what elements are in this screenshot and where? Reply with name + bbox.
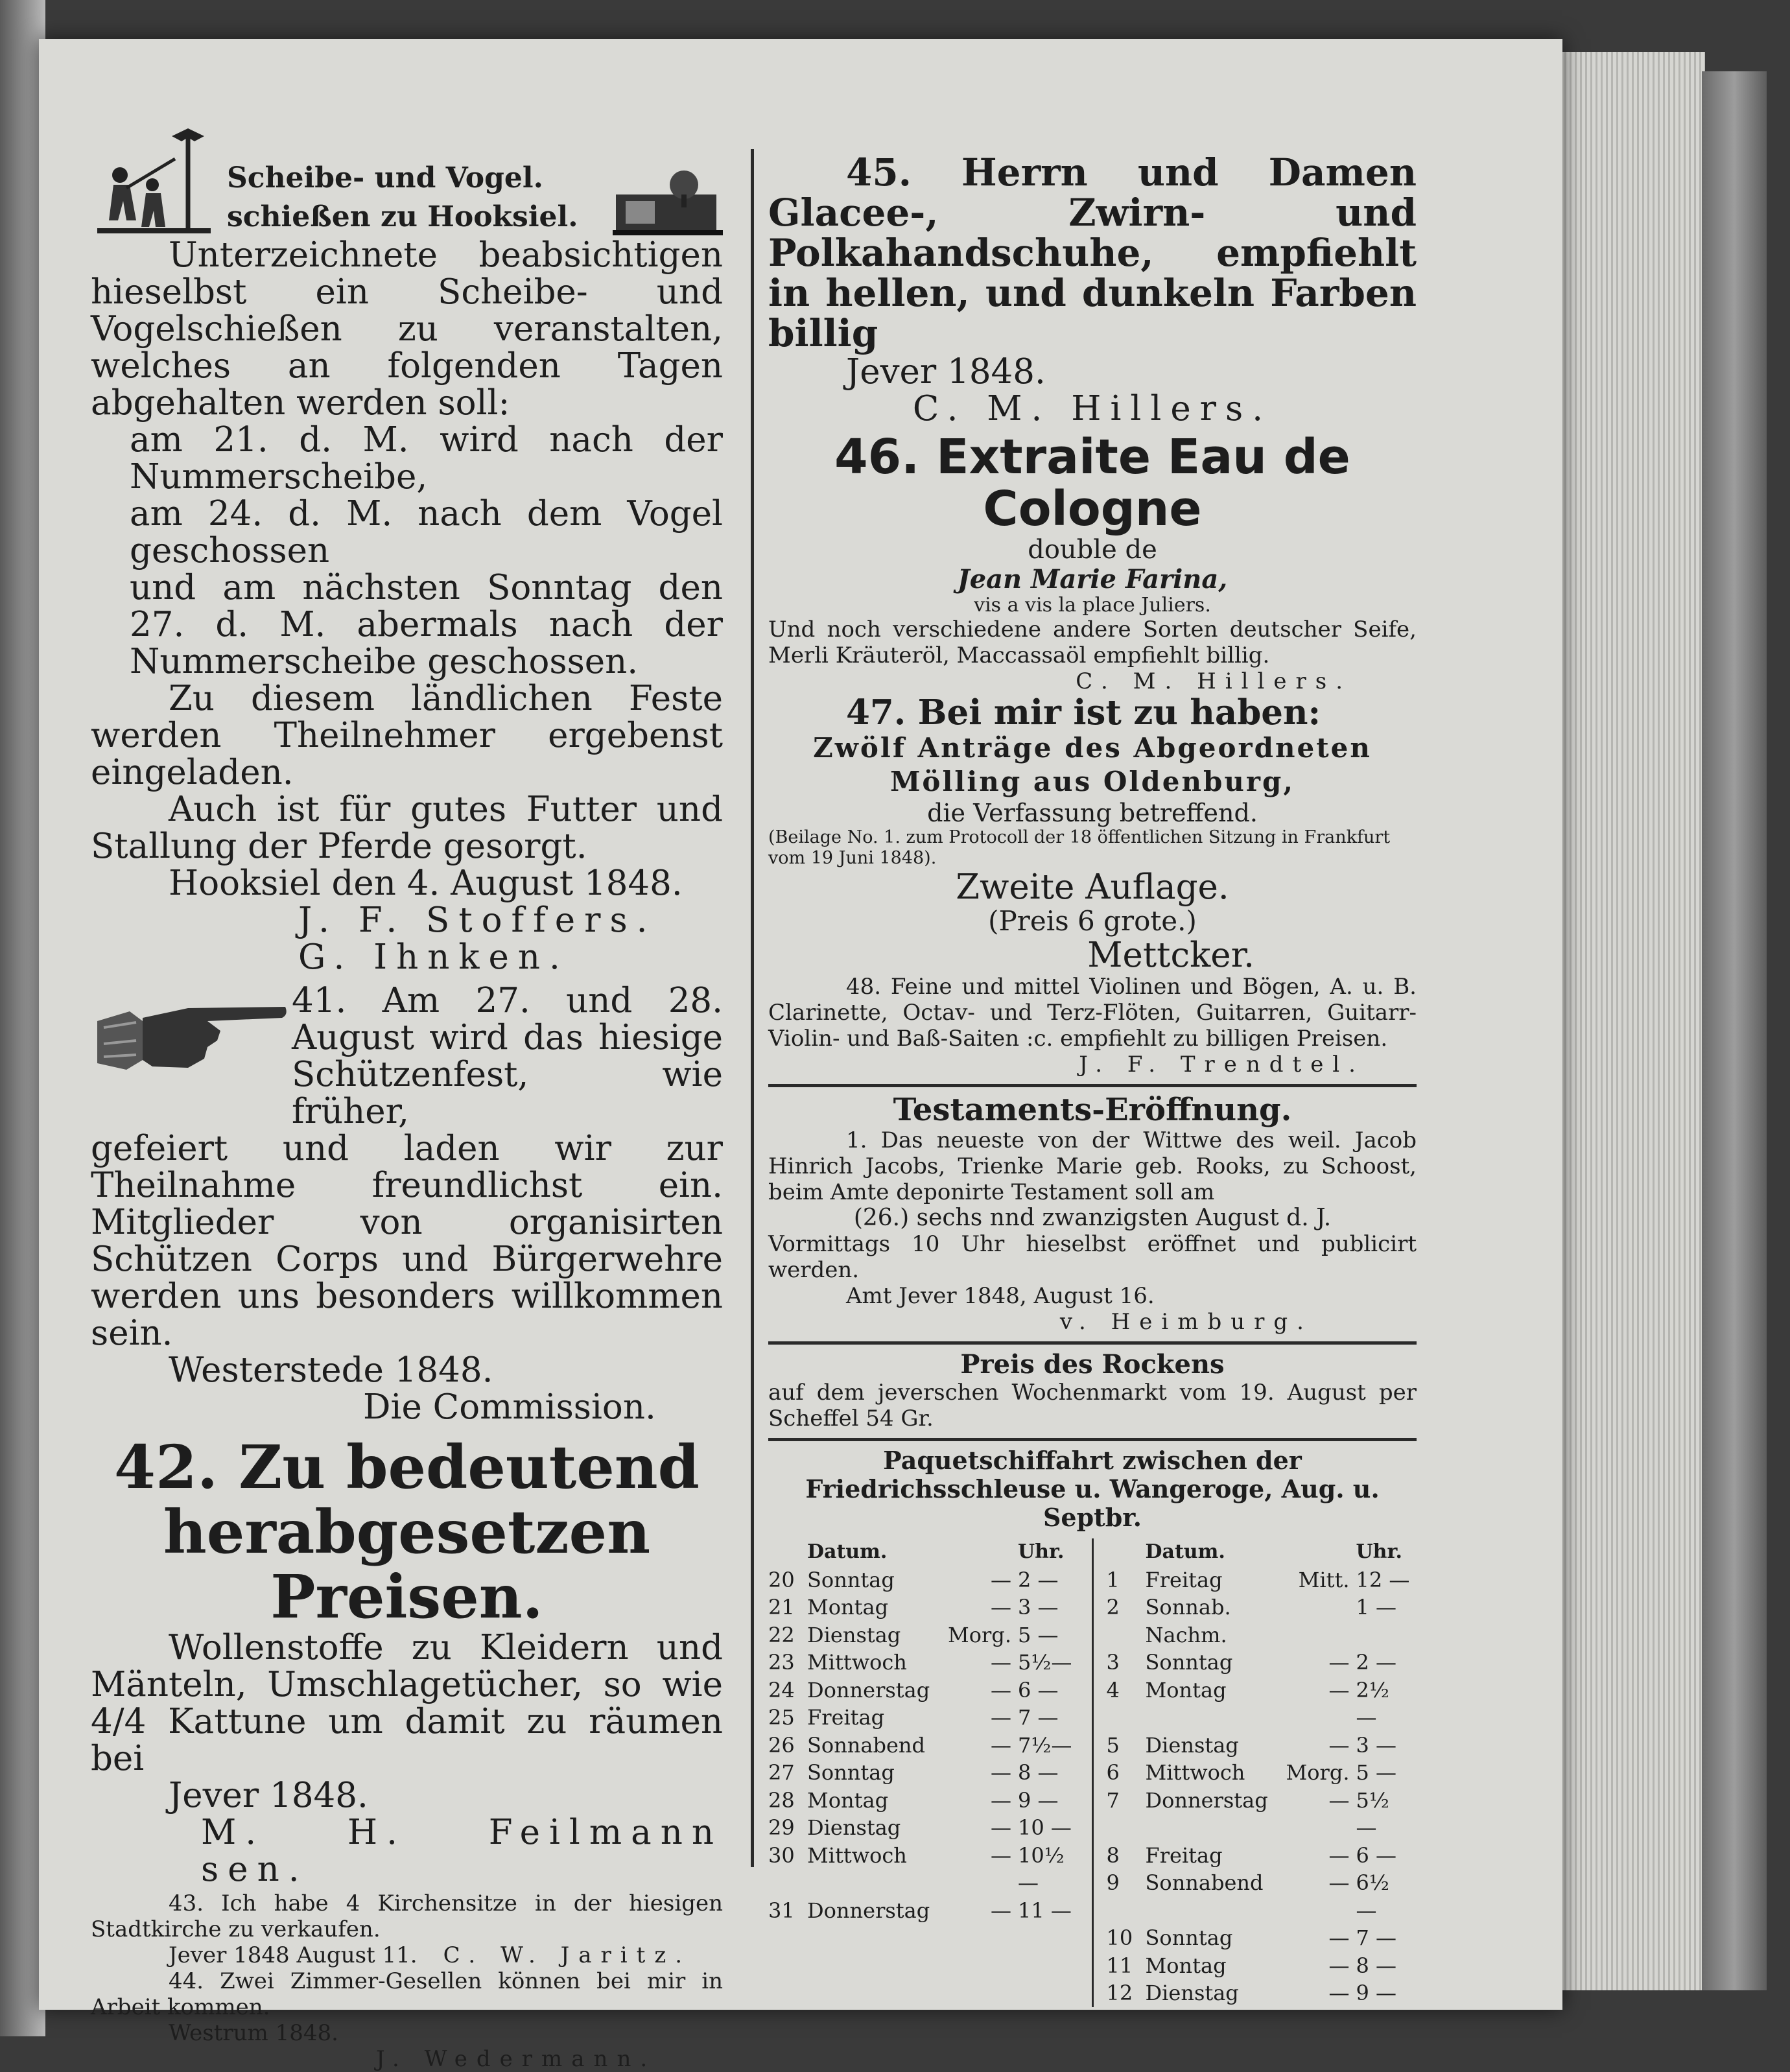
ship-weekday: Donnerstag bbox=[807, 1898, 930, 1923]
notice-47-title1: Zwölf Anträge des Abgeordneten bbox=[813, 732, 1372, 764]
ships-august bbox=[768, 1538, 1079, 2007]
ship-day: 7 bbox=[1106, 1787, 1120, 1813]
ship-hour: 1 — bbox=[1356, 1595, 1397, 1619]
notice-46-body: Und noch verschiedene andere Sorten deutscher Seife, Merli Kräuteröl, Maccassaöl empfiehlt billig. bbox=[768, 617, 1417, 668]
notice-scheibe bbox=[91, 123, 723, 976]
table-row bbox=[1107, 1677, 1417, 1732]
ship-time: — bbox=[991, 1787, 1011, 1813]
ship-time: — bbox=[1328, 1981, 1350, 2005]
notice-rocken bbox=[768, 1350, 1417, 1431]
ship-hour: 5 — bbox=[1356, 1760, 1397, 1785]
table-row bbox=[768, 1842, 1079, 1897]
table-row bbox=[768, 1704, 1079, 1732]
scheibe-body3: Auch ist für gutes Futter und Stallung der Pferde gesorgt. bbox=[91, 790, 723, 866]
ship-hour: 10 — bbox=[1018, 1815, 1072, 1840]
notice-43-signature: C. W. Jaritz. bbox=[443, 1942, 692, 1968]
notice-43 bbox=[91, 1890, 723, 1968]
ship-day: 23 bbox=[768, 1650, 795, 1675]
ship-time: — bbox=[1328, 1650, 1350, 1675]
table-row bbox=[768, 1594, 1079, 1621]
table-row bbox=[1107, 1979, 1417, 2007]
notice-45-body: 45. Herrn und Damen Glacee-, Zwirn- und Polkahandschuhe, empfiehlt in hellen, und dunkeln Farben billig bbox=[768, 150, 1417, 355]
notice-47-lead: 47. Bei mir ist zu haben: bbox=[846, 692, 1321, 733]
testament-signature: v. Heimburg. bbox=[1059, 1309, 1313, 1335]
ship-hour: 11 — bbox=[1018, 1898, 1072, 1923]
ship-day: 22 bbox=[768, 1622, 795, 1647]
book-cover bbox=[1702, 71, 1767, 1990]
notice-testament bbox=[768, 1092, 1417, 1335]
ship-time: — bbox=[991, 1650, 1011, 1675]
ship-time: — bbox=[991, 1842, 1011, 1868]
ship-hour: 3 — bbox=[1356, 1732, 1397, 1758]
notice-46-maker: Jean Marie Farina, bbox=[957, 564, 1228, 595]
ship-day: 5 bbox=[1106, 1732, 1120, 1758]
ship-hour: 9 — bbox=[1356, 1981, 1397, 2005]
column-divider bbox=[751, 149, 754, 1867]
ship-time: — bbox=[1328, 1953, 1350, 1978]
ships-col-hour: Uhr. bbox=[1356, 1540, 1402, 1563]
table-row bbox=[768, 1787, 1079, 1815]
ship-weekday: Dienstag bbox=[807, 1815, 901, 1840]
table-row bbox=[768, 1897, 1079, 1925]
notice-47-title3: die Verfassung betreffend. bbox=[927, 799, 1258, 827]
ship-time: — bbox=[1328, 1870, 1350, 1895]
notice-42-body: Wollenstoffe zu Kleidern und Mänteln, Umschlagetücher, so wie 4/4 Kattune um damit zu räumen bei bbox=[91, 1628, 723, 1778]
page-block-edges bbox=[1556, 52, 1705, 1990]
table-row bbox=[768, 1566, 1079, 1594]
ship-day: 29 bbox=[768, 1815, 795, 1840]
testament-place: Amt Jever 1848, August 16. bbox=[846, 1283, 1155, 1309]
notice-42-place: Jever 1848. bbox=[169, 1776, 368, 1815]
table-row bbox=[768, 1677, 1079, 1704]
notice-41-lead: 41. Am 27. und 28. August wird das hiesige Schützenfest, wie früher, bbox=[292, 981, 723, 1131]
scheibe-header bbox=[91, 123, 723, 237]
table-row bbox=[768, 1732, 1079, 1760]
ship-weekday: Freitag bbox=[1145, 1567, 1223, 1592]
ship-hour: 5½ — bbox=[1356, 1787, 1389, 1840]
ship-day: 26 bbox=[768, 1732, 795, 1758]
ship-weekday: Donnerstag bbox=[807, 1677, 930, 1702]
scheibe-place: Hooksiel den 4. August 1848. bbox=[169, 864, 683, 903]
notice-41-place: Westerstede 1848. bbox=[169, 1350, 493, 1390]
ship-weekday: Sonntag bbox=[1145, 1650, 1233, 1675]
ships-col-date: Datum. bbox=[807, 1540, 888, 1563]
ship-weekday: Montag bbox=[1145, 1677, 1227, 1702]
section-rule bbox=[768, 1084, 1417, 1087]
ship-weekday: Sonntag bbox=[807, 1567, 895, 1592]
left-column bbox=[91, 123, 723, 2072]
ship-day: 8 bbox=[1106, 1842, 1120, 1868]
table-row bbox=[1107, 1842, 1417, 1870]
notice-43-place-text: Jever 1848 August 11. bbox=[169, 1942, 418, 1968]
ship-time bbox=[1272, 1594, 1356, 1649]
notice-43-body: 43. Ich habe 4 Kirchensitze in der hiesigen Stadtkirche zu verkaufen. bbox=[91, 1890, 723, 1942]
ship-weekday: Sonnab. Nachm. bbox=[1145, 1595, 1231, 1647]
table-row bbox=[1107, 1732, 1417, 1760]
ship-day: 10 bbox=[1106, 1925, 1133, 1950]
ships-august-header bbox=[768, 1538, 1079, 1566]
ship-time: — bbox=[1328, 1925, 1350, 1950]
scheibe-item2: am 24. d. M. nach dem Vogel geschossen bbox=[130, 494, 723, 571]
table-row bbox=[1107, 1952, 1417, 1980]
ship-hour: 3 — bbox=[1018, 1595, 1059, 1619]
notice-48 bbox=[768, 974, 1417, 1077]
ship-time: Mitt. bbox=[1298, 1567, 1350, 1592]
notice-42-signature: M. H. Feilmann sen. bbox=[201, 1813, 723, 1889]
ship-hour: 8 — bbox=[1356, 1953, 1397, 1978]
ship-time: — bbox=[1328, 1787, 1350, 1813]
notice-45 bbox=[768, 152, 1417, 427]
ship-weekday: Freitag bbox=[1145, 1842, 1223, 1868]
ship-weekday: Sonnabend bbox=[1145, 1870, 1264, 1895]
ship-hour: 7½— bbox=[1018, 1732, 1072, 1758]
ship-weekday: Sonnabend bbox=[807, 1732, 925, 1758]
notice-45-signature: C. M. Hillers. bbox=[912, 389, 1273, 429]
table-row bbox=[768, 1759, 1079, 1787]
right-column bbox=[768, 123, 1417, 2007]
ship-day: 27 bbox=[768, 1760, 795, 1785]
notice-41-signature: Die Commission. bbox=[363, 1387, 656, 1427]
table-row bbox=[768, 1621, 1079, 1649]
notice-46-line2: Cologne bbox=[983, 481, 1202, 537]
ship-hour: 2 — bbox=[1018, 1567, 1059, 1592]
ship-day: 9 bbox=[1106, 1870, 1120, 1895]
ship-time: — bbox=[991, 1898, 1011, 1923]
table-row bbox=[1107, 1594, 1417, 1649]
ship-time: — bbox=[991, 1567, 1011, 1592]
ship-weekday: Mittwoch bbox=[1145, 1760, 1245, 1785]
notice-48-body: 48. Feine und mittel Violinen und Bögen, A. u. B. Clarinette, Octav- und Terz-Flöten, Guitarren, Guitarr- Violin- und Baß-Saiten :c. empfiehlt zu billigen Preisen. bbox=[768, 974, 1417, 1052]
ships-september-header bbox=[1107, 1538, 1417, 1566]
ship-day: 11 bbox=[1106, 1953, 1133, 1978]
ship-hour: 2½ — bbox=[1356, 1677, 1389, 1730]
scheibe-signature1: J. F. Stoffers. bbox=[298, 901, 657, 940]
notice-47-title2: Mölling aus Oldenburg, bbox=[889, 766, 1295, 797]
section-rule bbox=[768, 1341, 1417, 1345]
ship-time: — bbox=[1328, 1677, 1350, 1702]
notice-48-signature: J. F. Trendtel. bbox=[1079, 1052, 1365, 1077]
notice-47-signature: Mettcker. bbox=[1087, 936, 1254, 975]
ship-weekday: Montag bbox=[807, 1595, 889, 1619]
ships-col-hour: Uhr. bbox=[1018, 1540, 1065, 1563]
ship-time: — bbox=[991, 1760, 1011, 1785]
table-row bbox=[1107, 1869, 1417, 1924]
ship-weekday: Mittwoch bbox=[807, 1650, 907, 1675]
scheibe-item1: am 21. d. M. wird nach der Nummerscheibe, bbox=[130, 420, 723, 497]
ship-hour: 6 — bbox=[1018, 1677, 1059, 1702]
ship-weekday: Dienstag bbox=[1145, 1732, 1239, 1758]
ship-weekday: Dienstag bbox=[807, 1622, 901, 1647]
table-row bbox=[1107, 1924, 1417, 1952]
ship-time: — bbox=[991, 1595, 1011, 1619]
ship-time: Morg. bbox=[948, 1622, 1011, 1647]
notice-46-signature: C. M. Hillers. bbox=[1076, 668, 1352, 694]
ship-time: — bbox=[991, 1815, 1011, 1840]
ships-september bbox=[1092, 1538, 1417, 2007]
ship-weekday: Sonntag bbox=[1145, 1925, 1233, 1950]
notice-43-place bbox=[91, 1942, 723, 1968]
scheibe-title-line1: Scheibe- und Vogel. bbox=[227, 161, 543, 194]
ship-hour: 5 — bbox=[1018, 1622, 1059, 1647]
ships-september-rows bbox=[1107, 1566, 1417, 2007]
notice-47-edition: Zweite Auflage. bbox=[956, 867, 1229, 907]
rocken-heading: Preis des Rockens bbox=[960, 1349, 1225, 1380]
shooters-woodcut-icon bbox=[91, 123, 214, 237]
scheibe-title bbox=[214, 159, 613, 237]
table-row bbox=[768, 1649, 1079, 1677]
ship-weekday: Sonntag bbox=[807, 1760, 895, 1785]
notice-42-headline: 42. Zu bedeutend herabgesetzen Preisen. bbox=[113, 1432, 700, 1632]
testament-heading: Testaments-Eröffnung. bbox=[893, 1092, 1292, 1128]
ships-col-date: Datum. bbox=[1145, 1540, 1225, 1563]
ship-time: — bbox=[991, 1732, 1011, 1758]
notice-44 bbox=[91, 1968, 723, 2072]
ships-table bbox=[768, 1538, 1417, 2007]
table-row bbox=[1107, 1759, 1417, 1787]
ship-time: — bbox=[991, 1677, 1011, 1702]
notice-44-body: 44. Zwei Zimmer-Gesellen können bei mir in Arbeit kommen. bbox=[91, 1968, 723, 2020]
ship-weekday: Donnerstag bbox=[1145, 1787, 1268, 1813]
ship-hour: 2 — bbox=[1356, 1650, 1397, 1675]
ship-hour: 8 — bbox=[1018, 1760, 1059, 1785]
rocken-body: auf dem jeverschen Wochenmarkt vom 19. August per Scheffel 54 Gr. bbox=[768, 1380, 1417, 1431]
ship-weekday: Mittwoch bbox=[807, 1842, 907, 1868]
ship-hour: 12 — bbox=[1356, 1567, 1410, 1592]
ship-day: 6 bbox=[1106, 1760, 1120, 1785]
notice-41 bbox=[91, 982, 723, 1426]
ship-hour: 10½— bbox=[1018, 1842, 1065, 1895]
notice-41-lead-row bbox=[91, 982, 723, 1130]
ship-day: 30 bbox=[768, 1842, 795, 1868]
table-row bbox=[1107, 1649, 1417, 1677]
ship-hour: 9 — bbox=[1018, 1787, 1059, 1813]
table-row bbox=[768, 1814, 1079, 1842]
ship-hour: 5½— bbox=[1018, 1650, 1072, 1675]
notice-46-line3: double de bbox=[1028, 535, 1157, 565]
scheibe-item3: und am nächsten Sonntag den 27. d. M. abermals nach der Nummerscheibe geschossen. bbox=[130, 568, 723, 681]
testament-body2: (26.) sechs nnd zwanzigsten August d. J. bbox=[853, 1205, 1332, 1231]
notice-47-price: (Preis 6 grote.) bbox=[988, 905, 1197, 937]
ship-hour: 7 — bbox=[1018, 1705, 1059, 1730]
notice-47-note: (Beilage No. 1. zum Protocoll der 18 öffentlichen Sitzung in Frankfurt vom 19 Juni 1848). bbox=[768, 827, 1391, 868]
testament-body1: 1. Das neueste von der Wittwe des weil. Jacob Hinrich Jacobs, Trienke Marie geb. Rooks, zu Schoost, beim Amte deponirte Testament soll am bbox=[768, 1127, 1417, 1205]
ship-time: — bbox=[1328, 1732, 1350, 1758]
ships-heading: Paquetschiffahrt zwischen der Friedrichsschleuse u. Wangeroge, Aug. u. Septbr. bbox=[805, 1446, 1380, 1532]
ship-day: 12 bbox=[1106, 1981, 1133, 2005]
ship-day: 28 bbox=[768, 1787, 795, 1813]
notice-47 bbox=[768, 694, 1417, 974]
target-woodcut-icon bbox=[613, 165, 723, 237]
notice-45-place: Jever 1848. bbox=[846, 352, 1046, 392]
notice-46 bbox=[768, 431, 1417, 694]
table-row bbox=[1107, 1566, 1417, 1594]
ship-weekday: Montag bbox=[1145, 1953, 1227, 1978]
notice-46-line1: 46. Extraite Eau de bbox=[834, 429, 1350, 485]
ship-day: 1 bbox=[1106, 1567, 1120, 1592]
ship-weekday: Montag bbox=[807, 1787, 889, 1813]
ships-august-rows bbox=[768, 1566, 1079, 1925]
ship-hour: 6 — bbox=[1356, 1842, 1397, 1868]
notice-ships bbox=[768, 1446, 1417, 2007]
ship-weekday: Dienstag bbox=[1145, 1981, 1239, 2005]
scheibe-title-line2: schießen zu Hooksiel. bbox=[227, 200, 578, 233]
ship-day: 3 bbox=[1106, 1650, 1120, 1675]
ship-day: 31 bbox=[768, 1898, 795, 1923]
notice-42 bbox=[91, 1432, 723, 1889]
testament-body3: Vormittags 10 Uhr hieselbst eröffnet und publicirt werden. bbox=[768, 1231, 1417, 1283]
scheibe-body2: Zu diesem ländlichen Feste werden Theilnehmer ergebenst eingeladen. bbox=[91, 679, 723, 792]
ship-hour: 7 — bbox=[1356, 1925, 1397, 1950]
ship-time: Morg. bbox=[1286, 1760, 1350, 1785]
pointing-hand-icon bbox=[91, 982, 292, 1092]
notice-44-signature: J. Wedermann. bbox=[376, 2046, 657, 2072]
table-row bbox=[1107, 1787, 1417, 1842]
scheibe-signature2: G. Ihnken. bbox=[298, 937, 569, 977]
ship-day: 2 bbox=[1106, 1595, 1120, 1619]
ship-day: 21 bbox=[768, 1595, 795, 1619]
section-rule bbox=[768, 1438, 1417, 1441]
scheibe-body1: Unterzeichnete beabsichtigen hieselbst ein Scheibe- und Vogelschießen zu veranstalten, welches an folgenden Tagen abgehalten werden soll: bbox=[91, 235, 723, 423]
ship-time: — bbox=[991, 1705, 1011, 1730]
notice-44-place: Westrum 1848. bbox=[169, 2020, 338, 2046]
ship-day: 25 bbox=[768, 1705, 795, 1730]
ship-hour: 6½ — bbox=[1356, 1870, 1389, 1923]
notice-46-address: vis a vis la place Juliers. bbox=[974, 594, 1211, 617]
ship-day: 20 bbox=[768, 1567, 795, 1592]
ship-day: 4 bbox=[1106, 1677, 1120, 1702]
ship-time: — bbox=[1328, 1842, 1350, 1868]
ship-weekday: Freitag bbox=[807, 1705, 885, 1730]
notice-41-body: gefeiert und laden wir zur Theilnahme freundlichst ein. Mitglieder von organisirten Schützen Corps und Bürgerwehre werden uns besonders willkommen sein. bbox=[91, 1129, 723, 1353]
ship-day: 24 bbox=[768, 1677, 795, 1702]
